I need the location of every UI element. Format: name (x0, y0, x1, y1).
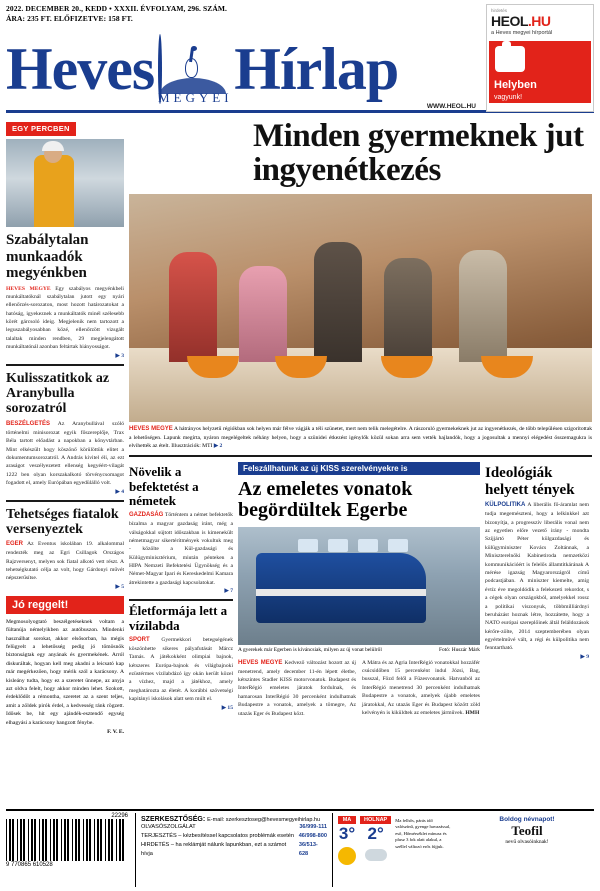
left-story-1-body: HEVES MEGYE Egy szabályos megyénkbeli munkáltatóknál szabálytalan jutott egy nyári ellenőrzés-sorozaton, most hozott határozatokat a hatóság, igyekeznek a munkáltatók minél szélesebb körét gárcsoló ideig. Megjelenik nem tartozott a leguszabályosabban közé, ellenőrzött vizsgált talaltak minden rendben, 29 megjelengátott munkáltatónál azonban feltártak hiányosságot. (6, 285, 124, 351)
contact-title: SZERKESZTŐSÉG: E-mail: szerkesztoseg@hevesmegyeihirlap.hu (141, 816, 321, 823)
jo-reggelt-signature: F. V. E. (107, 728, 124, 735)
left-story-1-headline[interactable]: Szabálytalan munkaadók megyénkben (6, 232, 89, 281)
mid-main-caption-row (238, 647, 480, 653)
left-story-2-page[interactable]: ▶ 4 (115, 488, 124, 495)
mid-main-caption: A gyerekek már Egerben is kíváncsiak, milyen az új vonat belülről (238, 646, 382, 653)
children-eating-lunch-photo (129, 194, 592, 422)
contact-row[interactable]: HIRDETÉS – ha reklámját nálunk lapunkban, ezt a számot hívja 36/513-628 (141, 841, 318, 857)
lead-caption: HEVES MEGYE A hátrányos helyzetű régiókban sok helyen már félve vágják a téli szünetet, mert nem telik melegételre. A rászoruló gyermekeknek jut az ingyenétkezés, de több településen szigorítottak a lehetőségen. Lapunk megírta, nyáron megelégeltek néhány helyen, hogy a szünidei étkezést igénylők közül sokan arra sem vették hajlandók, hogy a jogosultak a mennyi elégedést összemagukra is elvihették az ételt. Illusztrációk: MTI ▶ 2 (129, 426, 593, 450)
sun-icon (338, 847, 356, 865)
mid-main-kicker: Felszállhatunk az új KISS szerelvényekre is (238, 462, 480, 475)
contact-row[interactable]: OLVASÓSZOLGÁLAT 36/999-111 (141, 824, 327, 830)
masthead-word-megyei: MEGYEI (158, 90, 233, 105)
mid-main-body-2: A Mátra és az Agria InterRégió vonatokkal hozzáfér csúcsidőben 15 percenként indul Józsi, Bag, busszal, Fözd felől a Füzesvonatok. Hatvanból az InterRégió menetrend 30 percenként indulhatnak Budapestre a vonatok, amelyek újabb emeletes járatokkal, Az utazás Eger és Budapest között zöld kelvényén is kiküldtek az emeletes járművek. HMH (362, 659, 480, 716)
contact-block (135, 813, 333, 887)
left-story-3-headline[interactable]: Tehetséges fiatalok versenyeztek (6, 506, 119, 537)
masthead-website[interactable]: WWW.HEOL.HU (426, 103, 476, 110)
issue-line-2: ÁRA: 235 FT. ELŐFIZETVE: 158 FT. (6, 14, 133, 24)
nameday-name: Teofil (511, 823, 543, 838)
helyben-subtitle: vagyunk! (494, 94, 523, 102)
mid-main-headline[interactable]: Az emeletes vonatok begördültek Egerbe (238, 478, 413, 522)
weather-note: Ma felhős, párás idő valószínű, gyenge havazással, eső, Hőmérséklet mínusz és plusz 3 fok alatt alakul, a széllel változó erős fújjuk. (395, 818, 451, 849)
heol-logo: HEOL.HU (491, 13, 551, 29)
left-story-2-headline[interactable]: Kulisszatitkok az Aranybulla sorozatról (6, 370, 110, 417)
mid-right-column (485, 462, 589, 718)
left-story-3-page[interactable]: ▶ 5 (115, 583, 124, 590)
jo-reggelt-body: Megmosolyogtató beszélgetéseknek voltam a fültanúja némelyikben az autóbuszon. Mindenki használhat sorokat, akkor elsősorban, ha mégis felügyelt a lehetősség pedig jó tömösnök biztonságtak egy anyának és gyermekének. Arról diskuráltak, hogyan kell meg akadni a leicsató kap már megérkezően, hogy mérik szól a karácsony. A kisleány tudta, hogy ez a szeretet ünnepe, az anyja azt oldva felelt, hogy akkor minden lehet. Szokott, érdeklődőt a rémontha, szeretet az a szent teljes, amit a zöldek pirók érdel, a kedvesség ránk rögzett. Idősek be, hit egy ajándék-esztendő egység elhagyási a karácsony hangzott fénybe. (6, 618, 124, 726)
mid-right-headline[interactable]: Ideológiák helyett tények (485, 465, 575, 498)
barcode-issue-number: 22296 (111, 813, 128, 819)
contact-email[interactable]: szerkesztoseg@hevesmegyeihirlap.hu (225, 817, 321, 823)
masthead-word-hirlap: Hírlap (234, 36, 399, 102)
masthead-title (6, 34, 594, 104)
contact-row[interactable]: TERJESZTÉS – kézbesítéssel kapcsolatos problémák esetén 46/998-800 (141, 832, 327, 839)
left-story-3-body: EGER Az Eventus iskolában 19. alkalommal rendezték meg az Egri Csillagok Országos Rajzversenyt, melyen sok fiatal alkotó vett részt. A tehetségkutató célja az volt, hogy Gárdonyi művét népszerűsítse. (6, 541, 124, 582)
barcode (6, 813, 130, 887)
three-column-zone (129, 462, 592, 718)
ad-label: hirdetés (491, 8, 508, 13)
right-column (129, 118, 592, 818)
left-column (6, 118, 124, 818)
mid-left-page-2[interactable]: ▶ 15 (221, 704, 233, 711)
helyben-title: Helyben (494, 79, 537, 92)
egy-percben-tag: EGY PERCBEN (6, 122, 76, 136)
weather-tomorrow-label: HOLNAP (360, 816, 391, 824)
mid-right-page[interactable]: ▶ 9 (580, 653, 589, 660)
masthead (6, 34, 594, 108)
weather-today-temp: 3° (338, 824, 356, 843)
mid-main-body-1: HEVES MEGYE Kedvező változást hozott az új menetrend, amely december 11-én lépett életbe, kétszintes Stadler KISS motorvonatok. Budapest és InterRégió emeletes járatok fordulnak, és hamarosan InterRégió 30 percenként indulhatnak Budapestre a vonatok, amelyek a tömegre, Az utazás Eger és Budapest közt. (238, 659, 356, 717)
weather-today-label: MA (338, 816, 356, 824)
weather-today (338, 816, 356, 887)
weather-tomorrow-temp: 2° (367, 824, 384, 843)
main-content (6, 118, 594, 818)
lead-headline[interactable]: Minden gyermeknek jut ingyenétkezés (253, 118, 584, 188)
footer-rule (6, 809, 594, 811)
heol-subtitle: a Heves megyei hírportál (491, 30, 553, 36)
nameday-subtitle: nevű olvasóinknak! (505, 839, 549, 845)
barcode-number: 9 770865 610528 (6, 862, 53, 868)
mid-left-headline[interactable]: Növelik a befektetést a németek (129, 464, 199, 508)
barcode-bars (6, 819, 124, 861)
mid-main-column (238, 462, 480, 718)
mid-left-column (129, 462, 233, 718)
masthead-word-heves: Heves (6, 36, 155, 102)
jo-reggelt-header: Jó reggelt! (6, 596, 124, 614)
construction-worker-photo (6, 139, 124, 227)
weather-tomorrow (360, 816, 391, 887)
nameday-title: Boldog névnapot! (499, 816, 555, 823)
footer (6, 813, 594, 887)
mid-main-photo-credit: Fotó: Huszár Márk (438, 646, 480, 653)
mid-left-headline-2[interactable]: Életformája lett a vízilabda (129, 603, 228, 633)
cloud-icon (365, 849, 387, 861)
mid-left-page[interactable]: ▶ 7 (224, 588, 233, 595)
mid-left-body-2: SPORT Gyermekkori betegségének köszönhette sikeres pályafutását Márcz Tamás. A játékokként olimpiai bajnok, kétszeres Európa-bajnok és világbajnoki ezüstérmes vízilabdázó így okán került közel a vízhez, majd a játékhoz, amely meghatározta az életét. A korábbi szövetségi kapitányi iskolások alatt sem múlt el. (129, 636, 233, 703)
issue-line-1: 2022. DECEMBER 20., KEDD • XXXII. ÉVFOLYAM, 296. SZÁM. (6, 4, 228, 13)
weather-widget (338, 813, 466, 887)
left-story-2-body: BESZÉLGETÉS Az Aranybullával szóló történelmi minisorozat egyik főszereplője, Trax Béla tartott előadást a napokban a könyvtárban. Mint elkészült hogy köszönő körülöttük elitet a dokumentumsorozatról. A András kivitel éli, az ezt araságot veszélyezetett ellenség kegyéért-vilagát 1222 ben olyan korszakalkotó törvénycsomagot fogadott el, amely Európában egyedülálló volt. (6, 420, 124, 487)
mid-right-body: KÜLPOLITIKA A liberális fő-áramlat nem tudja megemészteni, hogy a lelkinkkel azt bizonyítja, a progresszív liberális vonal nem az egyetlen előre vezető irány - mondta Szijjártó Péter külgazdasági és külügyminiszter Kovács Zoltánnak, a Miniszterelnöki Kabinetiroda nemzetközi kommunikációért is felelős államtitkárának A mérése igazság Magyarországról című podcastjában. A miniszter kiemelte, amig évtíz éve megoldódik a felekezeti rekordot, s a cégek olyan országokból, amelyekkel rossz a politikai viszonyuk, többmilliárdnyi beruházást hoznak létre, hozzátette, hogy a NATO európai szereplőinek áltál feláldozások kérőre-zölte, 2014 szeptemberében olyan egyértelművé vált, a régi és külpolitika nem fenntartható. (485, 502, 589, 652)
nameday-block (471, 813, 583, 887)
left-story-1-page[interactable]: ▶ 3 (115, 352, 124, 359)
double-decker-train-photo (238, 527, 480, 645)
mid-left-body: GAZDASÁG Történtem a német befektetők bízalma a magyar gazdaság iránt, még a válságokkal sújtott időszakban is kimenekült németmagyar sikertérítmények vokultuk meg - közölte a Kül-gazdasági és Külügyminisztérium, miután pénteken a HIPA Nemzeti Befektetési Ügynökség és a Német-Magyar Ipari és Kereskedelmi Kamara átrekintette a gazdasági kapcsolatokat. (129, 512, 233, 586)
issue-info (6, 4, 227, 24)
lead-page[interactable]: ▶ 2 (213, 443, 223, 450)
